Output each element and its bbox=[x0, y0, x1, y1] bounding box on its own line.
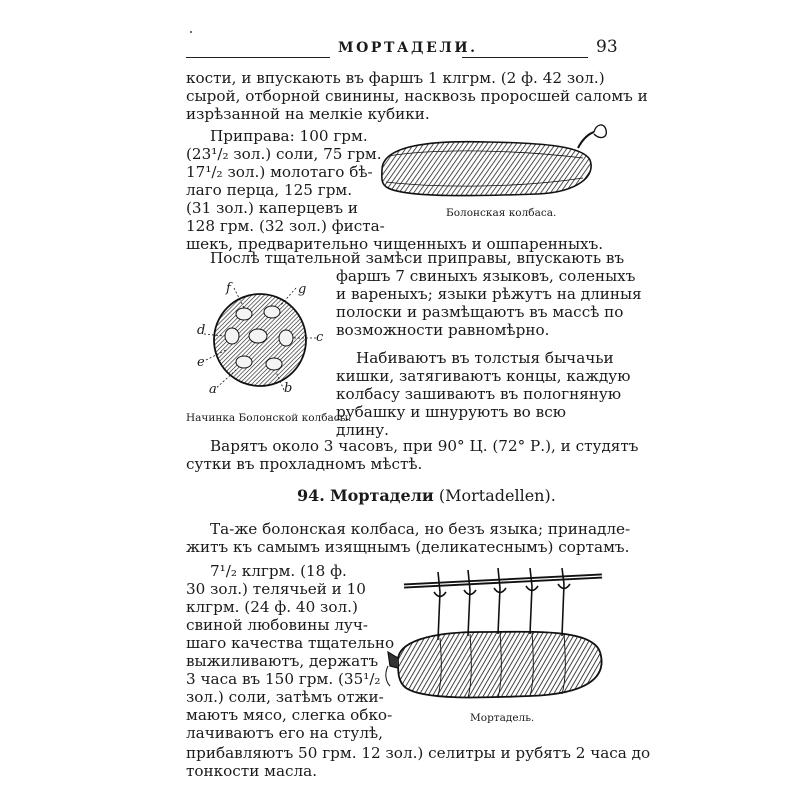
page-number: 93 bbox=[596, 37, 618, 57]
seasoning-line-6: 128 грм. (32 зол.) фиста- bbox=[186, 217, 385, 235]
intro-line-3: изрѣзанной на мелкіе кубики. bbox=[186, 105, 430, 123]
mortadella-caption: Мортадель. bbox=[470, 712, 535, 724]
label-e: e bbox=[197, 355, 205, 370]
intro-line-2: сырой, отборной свинины, насквозь проросшей саломъ и bbox=[186, 87, 648, 105]
recipe-line-9: маютъ мясо, слегка обко- bbox=[186, 706, 393, 724]
print-speck bbox=[190, 31, 192, 33]
mixing-first-line: Послѣ тщательной замѣси приправы, впускають въ bbox=[210, 249, 625, 267]
recipe-line-4: свиной любовины луч- bbox=[186, 616, 369, 634]
cross-section-caption: Начинка Болонской колбасы. bbox=[186, 412, 352, 424]
seasoning-line-2: (23¹/₂ зол.) соли, 75 грм. bbox=[186, 145, 382, 163]
recipe-line-5: шаго качества тщательно bbox=[186, 634, 395, 652]
label-f: f bbox=[226, 281, 231, 296]
section-subtitle: (Mortadellen). bbox=[438, 486, 556, 505]
mortadella-illustration bbox=[380, 562, 620, 712]
stuffing-line-1: Набиваютъ въ толстыя бычачьи bbox=[356, 349, 614, 367]
recipe-line-8: зол.) соли, затѣмъ отжи- bbox=[186, 688, 384, 706]
seasoning-line-5: (31 зол.) каперцевъ и bbox=[186, 199, 359, 217]
bologna-caption: Болонская колбаса. bbox=[446, 207, 557, 219]
section-number: 94. bbox=[297, 486, 325, 505]
section-intro-line-1: Та-же болонская колбаса, но безъ языка; принадле- bbox=[210, 520, 631, 538]
section-heading bbox=[297, 486, 556, 506]
recipe-line-3: клгрм. (24 ф. 40 зол.) bbox=[186, 598, 358, 616]
recipe-line-7: 3 часа въ 150 грм. (35¹/₂ bbox=[186, 670, 381, 688]
recipe-line-10: лачиваютъ его на стулѣ, bbox=[186, 724, 383, 742]
recipe-end-line-2: тонкости масла. bbox=[186, 762, 318, 780]
running-title: МОРТАДЕЛИ. bbox=[338, 40, 478, 56]
label-a: a bbox=[209, 382, 217, 397]
label-g: g bbox=[298, 282, 307, 297]
stuffing-line-4: рубашку и шнуруютъ во всю bbox=[336, 403, 566, 421]
seasoning-line-1: Приправа: 100 грм. bbox=[210, 127, 368, 145]
bologna-sausage-illustration bbox=[368, 118, 616, 218]
section-intro-line-2: житъ къ самымъ изящнымъ (деликатеснымъ) сортамъ. bbox=[186, 538, 630, 556]
section-title: Мортадели bbox=[329, 486, 434, 505]
stuffing-line-2: кишки, затягиваютъ концы, каждую bbox=[336, 367, 631, 385]
label-d: d bbox=[197, 323, 206, 338]
mixing-line-3: полоски и размѣщаютъ въ массѣ по bbox=[336, 303, 624, 321]
boil-line-1: Варятъ около 3 часовъ, при 90° Ц. (72° Р.), и студятъ bbox=[210, 437, 639, 455]
seasoning-line-4: лаго перца, 125 грм. bbox=[186, 181, 353, 199]
seasoning-end-line: шекъ, предварительно чищенныхъ и ошпаренныхъ. bbox=[186, 235, 604, 253]
label-c: c bbox=[316, 330, 324, 345]
stuffing-line-3: колбасу зашиваютъ въ пологняную bbox=[336, 385, 622, 403]
label-b: b bbox=[284, 381, 293, 396]
header-rule-right bbox=[462, 57, 588, 58]
header-rule-left bbox=[186, 57, 330, 58]
intro-line-1: кости, и впускають въ фаршъ 1 клгрм. (2 ф. 42 зол.) bbox=[186, 69, 605, 87]
mixing-line-1: фаршъ 7 свиныхъ языковъ, соленыхъ bbox=[336, 267, 636, 285]
recipe-end-line-1: прибавляютъ 50 грм. 12 зол.) селитры и рубятъ 2 часа до bbox=[186, 744, 651, 762]
mixing-line-2: и вареныхъ; языки рѣжутъ на длиныя bbox=[336, 285, 642, 303]
recipe-line-6: выжиливаютъ, держатъ bbox=[186, 652, 379, 670]
boil-line-2: сутки въ прохладномъ мѣстѣ. bbox=[186, 455, 423, 473]
stuffing-line-5: длину. bbox=[336, 421, 390, 439]
seasoning-line-3: 17¹/₂ зол.) молотаго бѣ- bbox=[186, 163, 373, 181]
recipe-line-2: 30 зол.) телячьей и 10 bbox=[186, 580, 366, 598]
recipe-line-1: 7¹/₂ клгрм. (18 ф. bbox=[210, 562, 347, 580]
mixing-line-4: возможности равномѣрно. bbox=[336, 321, 550, 339]
